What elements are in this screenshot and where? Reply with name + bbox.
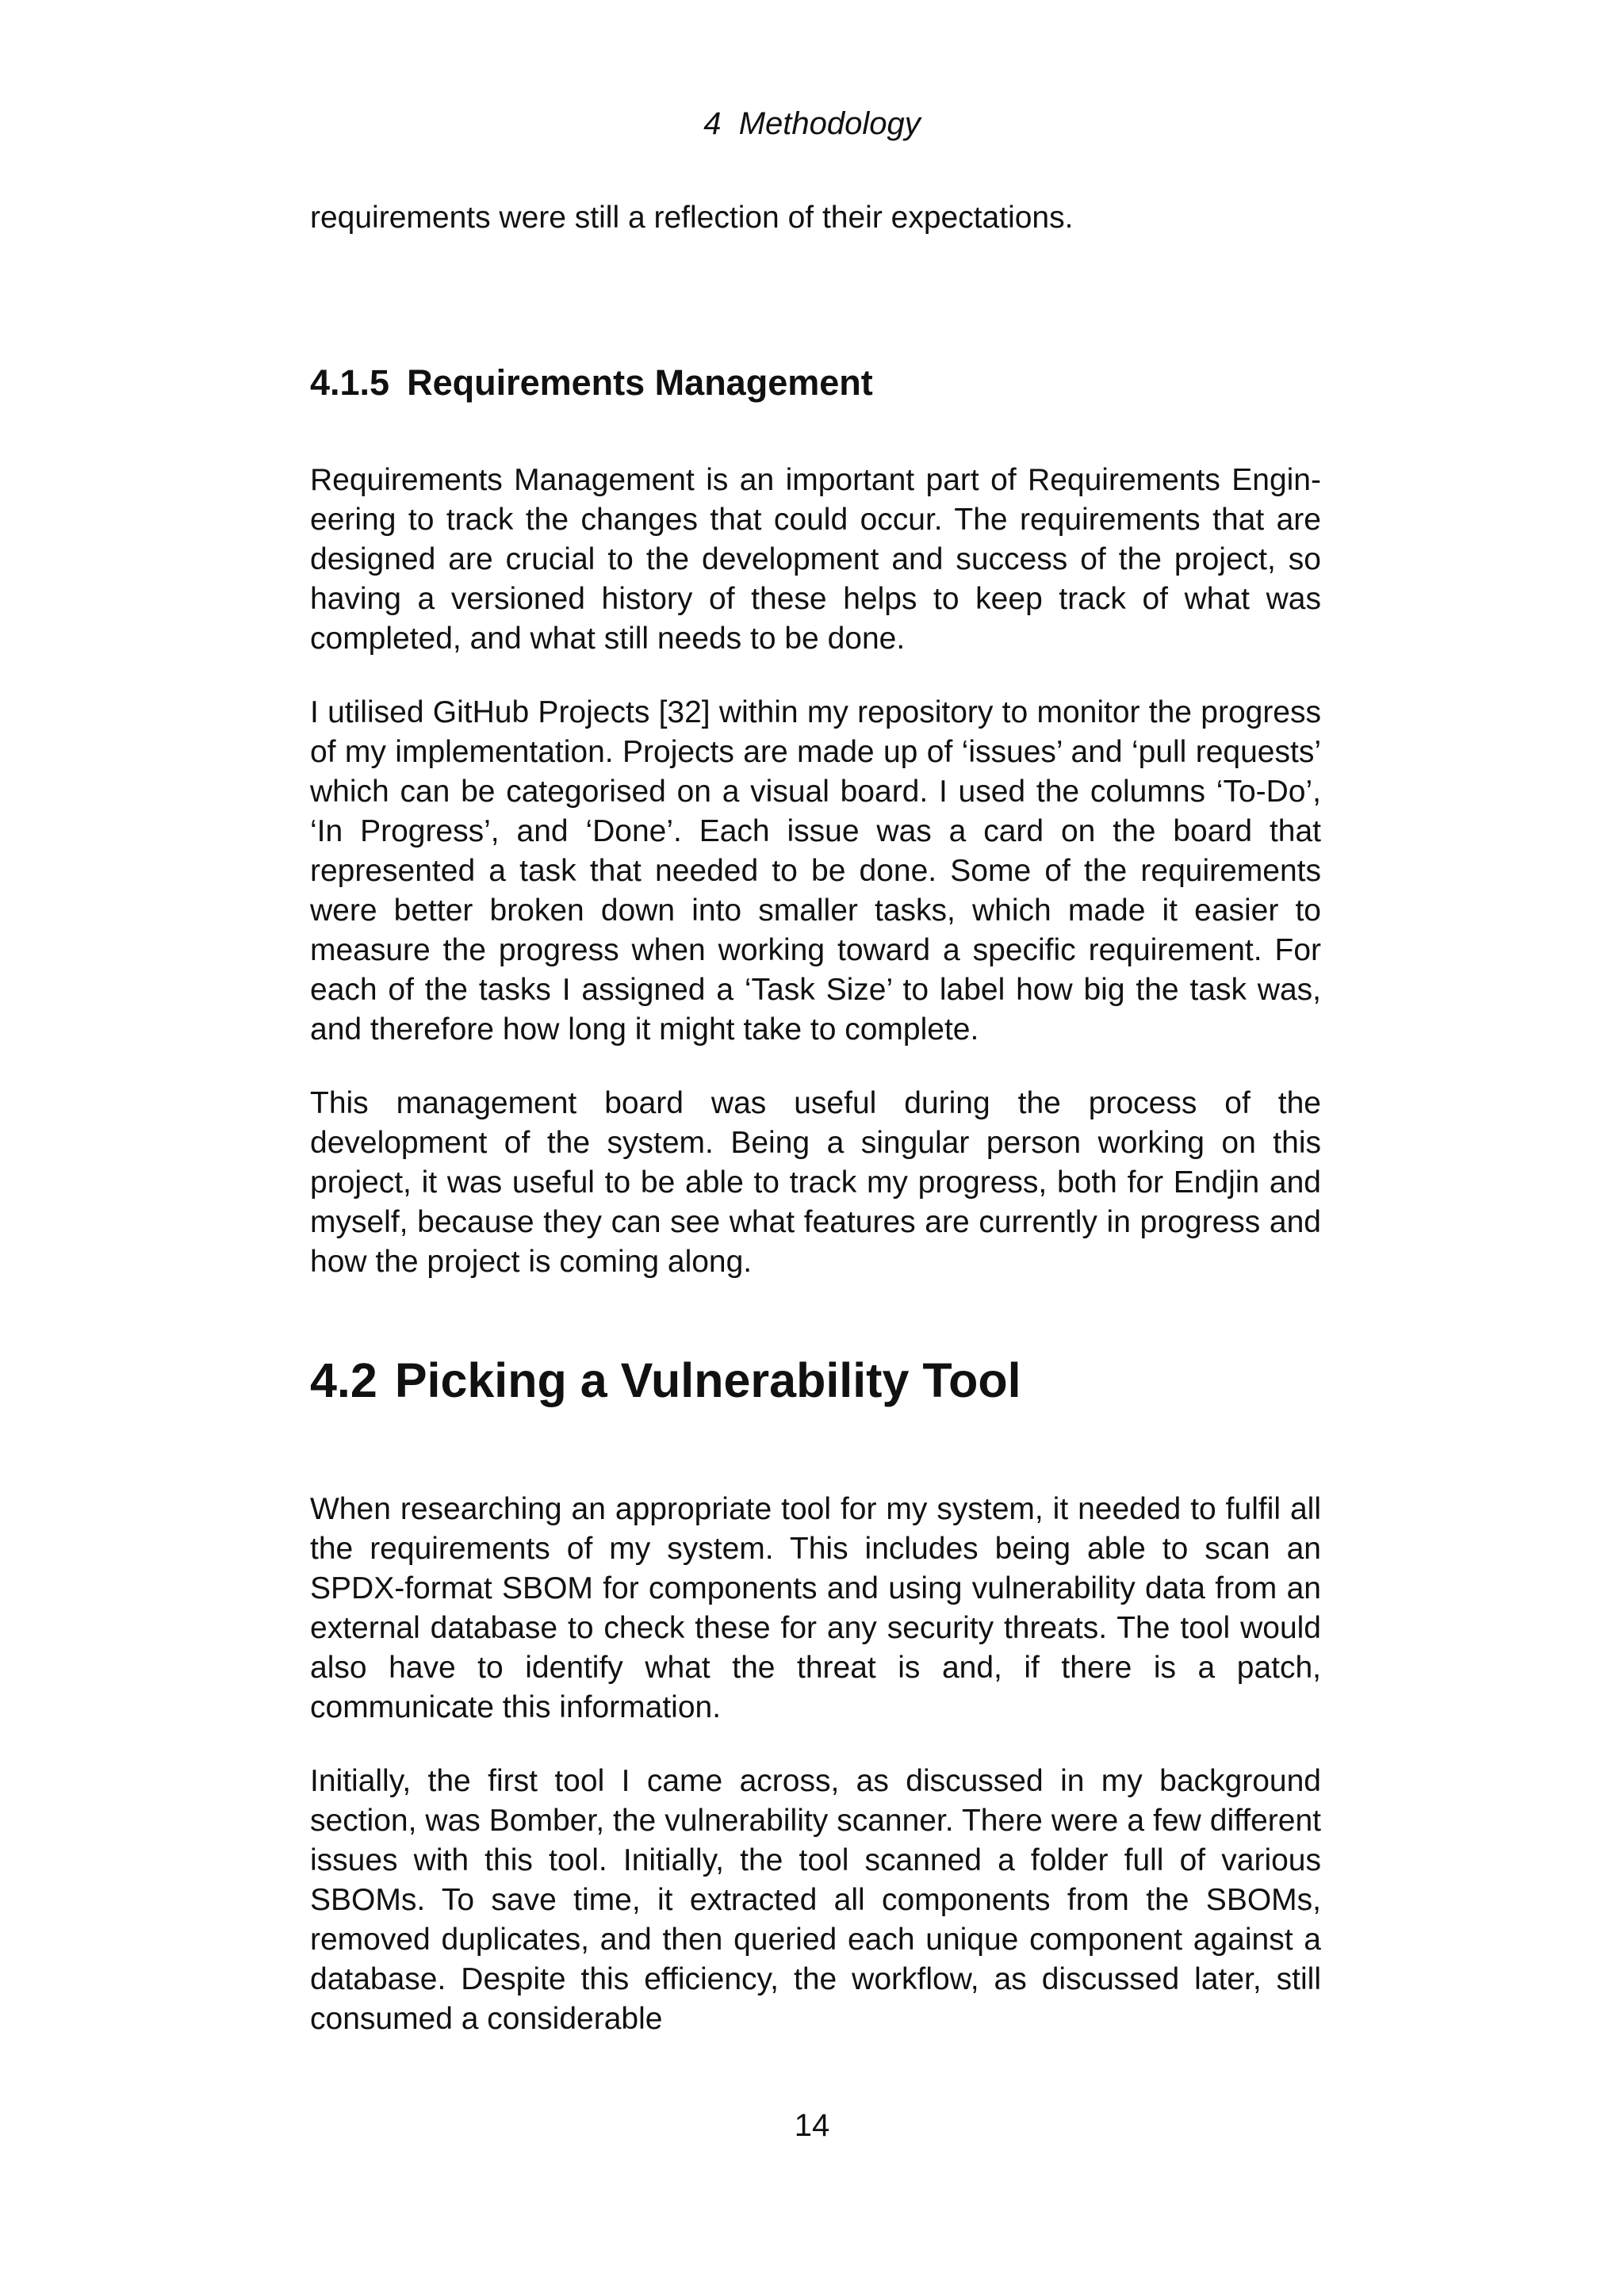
section-number: 4.2 (310, 1353, 377, 1407)
section-number: 4.1.5 (310, 362, 390, 403)
paragraph: When researching an appropriate tool for my system, it needed to fulfil all the requirements of my system. This includes being able to scan an SPDX-format SBOM for components and using vulnerability data from an external database to check these for any security threats. The tool would also have to identify what the threat is and, if there is a patch, communicate this information. (310, 1492, 1321, 1724)
page-content (310, 198, 1321, 2073)
chapter-title: Methodology (738, 106, 921, 141)
paragraph: Requirements Management is an important part of Requirements Engineering to track the changes that could occur. The requirements that are designed are crucial to the development and success of the project, so having a versioned history of these helps to keep track of what was completed, and what still needs to be done. (310, 463, 1321, 656)
section-title: Requirements Management (407, 362, 873, 403)
section-heading-4-1-5 (310, 361, 1321, 405)
section-heading-4-2 (310, 1350, 1321, 1410)
running-header (0, 103, 1624, 144)
paragraph: Initially, the first tool I came across, as discussed in my background section, was Bomber, the vulnerability scanner. There were a few different issues with this tool. Initially, the tool scanned a folder full of various SBOMs. To save time, it extracted all components from the SBOMs, removed duplicates, and then queried each unique component against a database. Despite this efficiency, the workflow, as discussed later, still consumed a considerable (310, 1764, 1321, 2036)
section-title: Picking a Vulnerability Tool (394, 1353, 1021, 1407)
paragraph: I utilised GitHub Projects [32] within my repository to monitor the progress of my implementation. Projects are made up of ‘issues’ and ‘pull requests’ which can be categorised on a visual board. I used the columns ‘To-Do’, ‘In Progress’, and ‘Done’. Each issue was a card on the board that represented a task that needed to be done. Some of the requirements were better broken down into smaller tasks, which made it easier to measure the progress when working toward a specific requirement. For each of the tasks I assigned a ‘Task Size’ to label how big the task was, and therefore how long it might take to complete. (310, 695, 1321, 1047)
page-number: 14 (794, 2108, 830, 2143)
continuation-text: requirements were still a reflection of their expectations. (310, 201, 1074, 235)
paragraph: This management board was useful during the process of the development of the system. Being a singular person working on this project, it was useful to be able to track my progress, both for Endjin and myself, because they can see what features are currently in progress and how the project is coming along. (310, 1086, 1321, 1279)
chapter-number: 4 (703, 106, 722, 141)
